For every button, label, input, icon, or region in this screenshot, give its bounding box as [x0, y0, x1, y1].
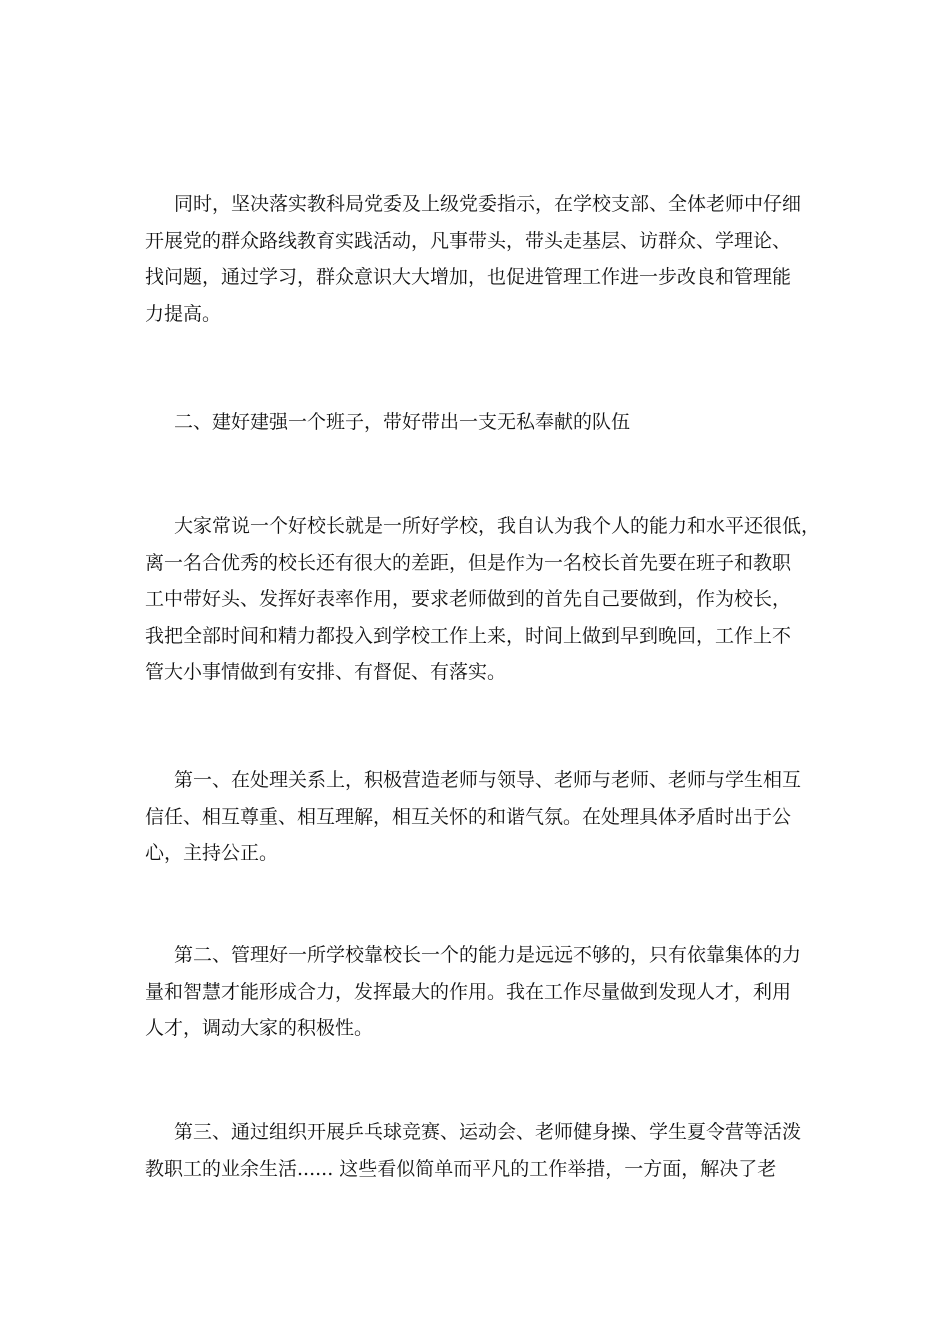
paragraph-principal-role — [145, 508, 821, 691]
paragraph-point-two — [145, 937, 815, 1047]
text-line: 人才，调动大家的积极性。 — [145, 1017, 374, 1039]
text-line: 第一、在处理关系上，积极营造老师与领导、老师与老师、老师与学生相互 — [174, 769, 802, 791]
text-line: 信任、相互尊重、相互理解，相互关怀的和谐气氛。在处理具体矛盾时出于公 — [145, 805, 792, 828]
section-heading-team-building — [145, 404, 815, 441]
paragraph-point-three — [145, 1114, 815, 1187]
text-line: 量和智慧才能形成合力，发挥最大的作用。我在工作尽量做到发现人才，利用 — [145, 980, 792, 1003]
section-heading-text: 二、建好建强一个班子，带好带出一支无私奉献的队伍 — [174, 411, 631, 433]
text-line: 工中带好头、发挥好表率作用，要求老师做到的首先自己要做到，作为校长， — [145, 588, 792, 610]
text-line: 力提高。 — [145, 302, 222, 325]
text-line: 第二、管理好一所学校靠校长一个的能力是远远不够的，只有依靠集体的力 — [174, 944, 802, 966]
text-line: 管大小事情做到有安排、有督促、有落实。 — [145, 661, 507, 683]
paragraph-point-one — [145, 762, 815, 872]
paragraph-party-line-education — [145, 186, 815, 332]
text-line: 离一名合优秀的校长还有很大的差距，但是作为一名校长首先要在班子和教职 — [145, 551, 792, 574]
text-line: 第三、通过组织开展乒乓球竞赛、运动会、老师健身操、学生夏令营等活泼 — [174, 1121, 802, 1143]
text-line: 找问题，通过学习，群众意识大大增加，也促进管理工作进一步改良和管理能 — [145, 266, 792, 288]
text-line: 我把全部时间和精力都投入到学校工作上来，时间上做到早到晚回，工作上不 — [145, 624, 792, 647]
text-line: 同时，坚决落实教科局党委及上级党委指示，在学校支部、全体老师中仔细 — [174, 193, 802, 215]
text-line: 大家常说一个好校长就是一所好学校，我自认为我个人的能力和水平还很低， — [174, 515, 821, 537]
text-line: 心，主持公正。 — [145, 842, 279, 864]
text-line: 开展党的群众路线教育实践活动，凡事带头，带头走基层、访群众、学理论、 — [145, 229, 792, 252]
text-line: 教职工的业余生活...... 这些看似简单而平凡的工作举措，一方面，解决了老 — [145, 1157, 777, 1180]
